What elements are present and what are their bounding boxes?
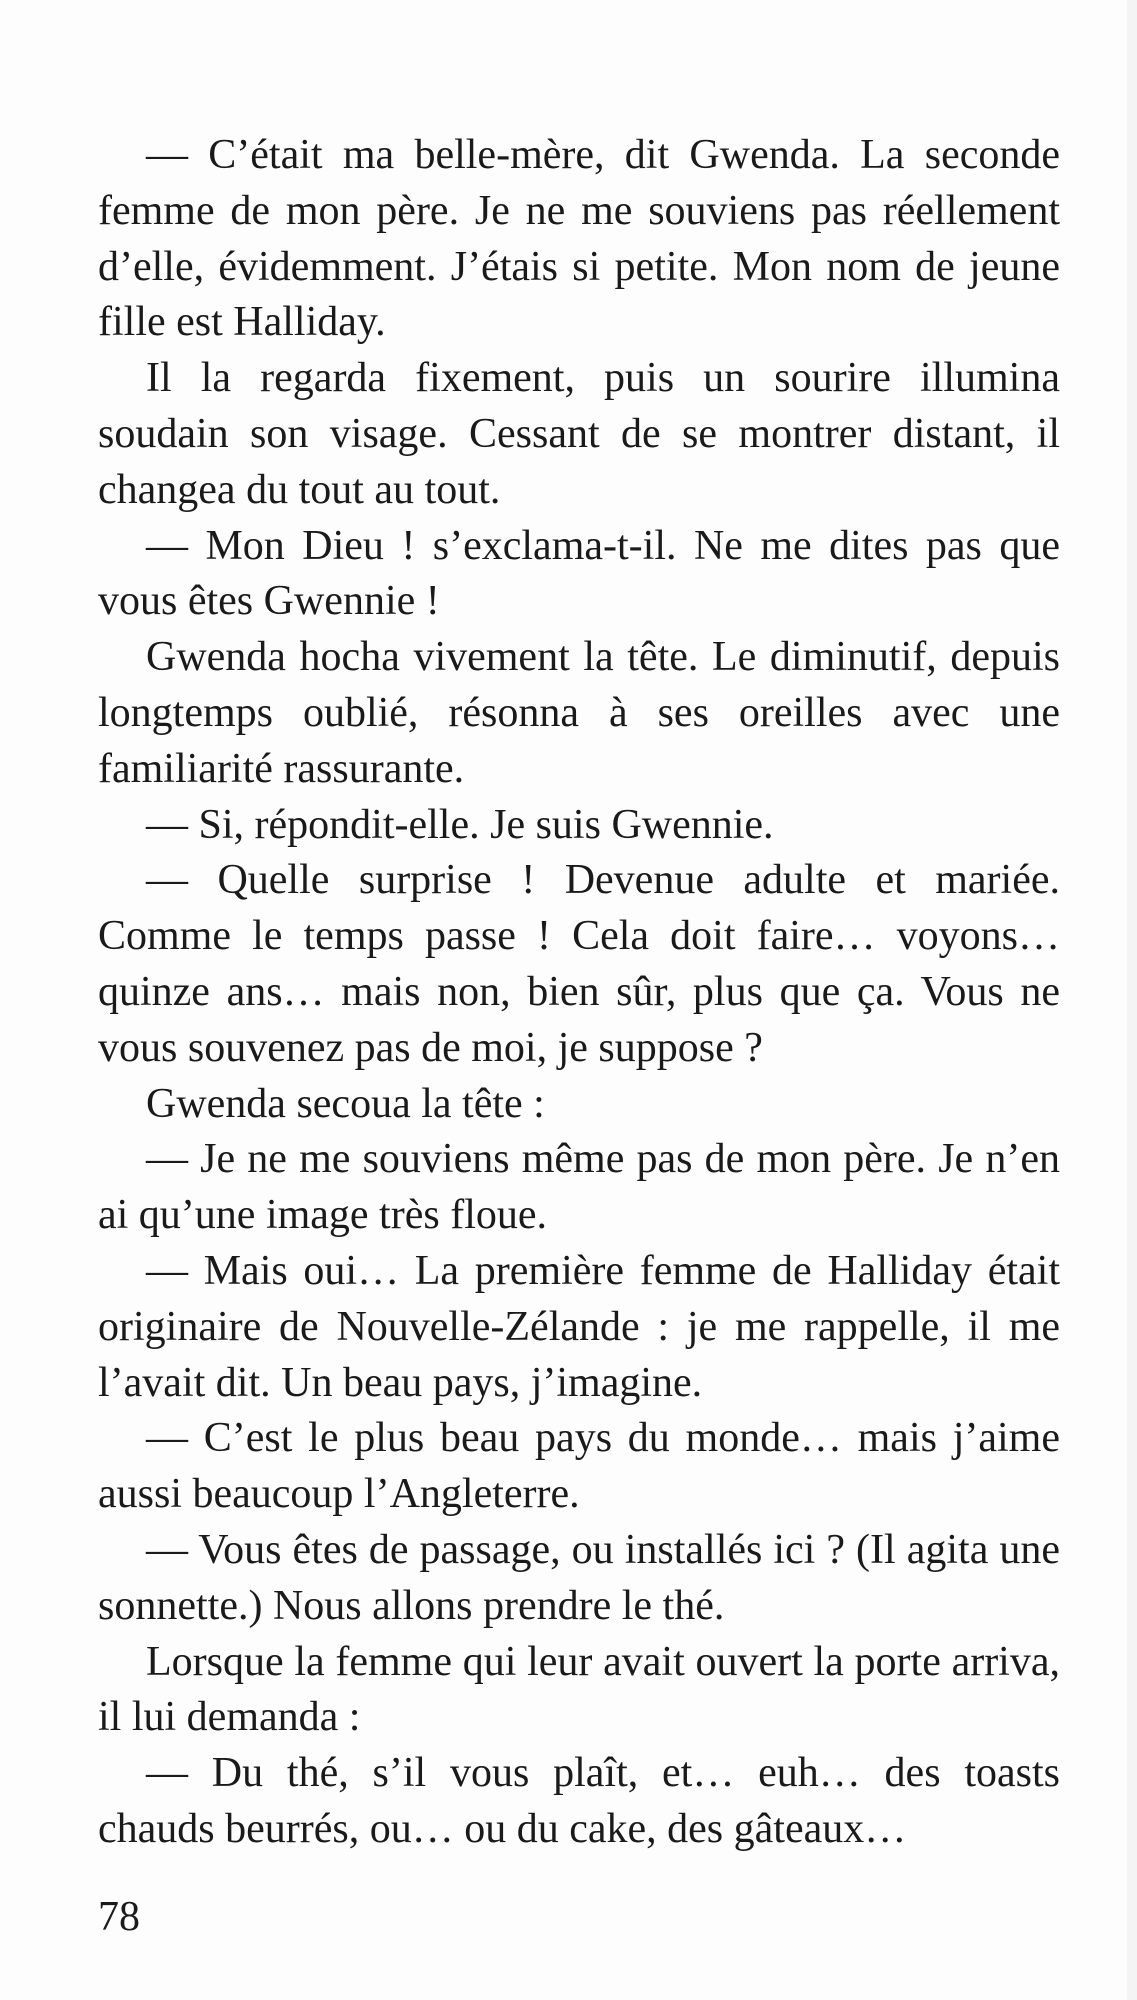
paragraph: — Mon Dieu ! s’exclama-t-il. Ne me dites pas que vous êtes Gwennie ! xyxy=(98,522,1060,625)
page-number: 78 xyxy=(98,1894,140,1940)
page-edge-shadow xyxy=(1127,0,1137,2000)
paragraph: — Quelle surprise ! Devenue adulte et mariée. Comme le temps passe ! Cela doit faire… voyons… quinze ans… mais non, bien sûr, plus que ça. Vous ne vous souvenez pas de moi, je suppose ? xyxy=(98,857,1060,1071)
paragraph: — C’est le plus beau pays du monde… mais j’aime aussi beaucoup l’Angleterre. xyxy=(98,1415,1060,1518)
paragraph: Gwenda secoua la tête : xyxy=(146,1080,545,1127)
body-text xyxy=(98,128,1060,1858)
paragraph: — Vous êtes de passage, ou installés ici ? (Il agita une sonnette.) Nous allons prendre le thé. xyxy=(98,1526,1060,1629)
paragraph: — Si, répondit-elle. Je suis Gwennie. xyxy=(146,801,774,848)
paragraph: — Du thé, s’il vous plaît, et… euh… des toasts chauds beurrés, ou… ou du cake, des gâteaux… xyxy=(98,1750,1060,1852)
paragraph: Gwenda hocha vivement la tête. Le diminutif, depuis longtemps oublié, résonna à ses oreilles avec une familiarité rassurante. xyxy=(98,634,1060,792)
paragraph: — Je ne me souviens même pas de mon père. Je n’en ai qu’une image très floue. xyxy=(98,1136,1060,1239)
paragraph: Il la regarda fixement, puis un sourire illumina soudain son visage. Cessant de se montrer distant, il changea du tout au tout. xyxy=(98,355,1060,513)
paragraph: Lorsque la femme qui leur avait ouvert la porte arriva, il lui demanda : xyxy=(98,1638,1060,1741)
paragraph: — C’était ma belle-mère, dit Gwenda. La seconde femme de mon père. Je ne me souviens pas réellement d’elle, évidemment. J’étais si petite. Mon nom de jeune fille est Halliday. xyxy=(98,132,1060,346)
paragraph: — Mais oui… La première femme de Halliday était originaire de Nouvelle-Zélande : je me rappelle, il me l’avait dit. Un beau pays, j’imagine. xyxy=(98,1247,1060,1406)
